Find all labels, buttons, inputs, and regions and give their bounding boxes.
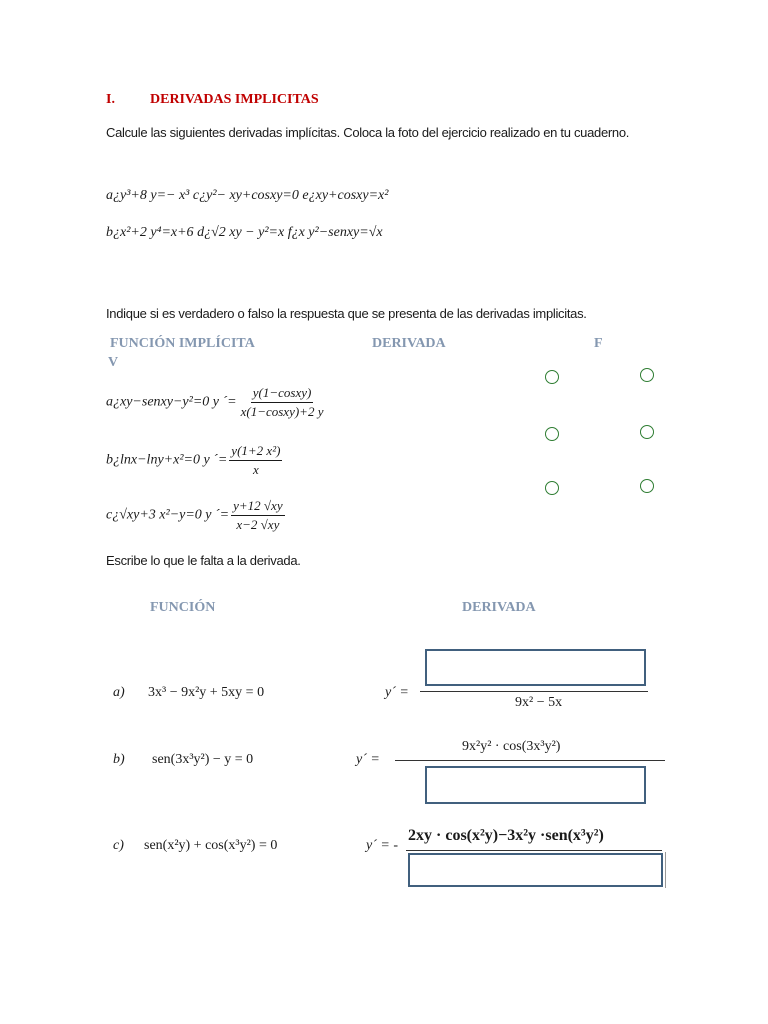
radio-row-c-f[interactable] <box>640 479 654 493</box>
fill-row-b-fraction-bar <box>395 760 665 761</box>
tf-row-c <box>106 498 285 533</box>
radio-row-a-f[interactable] <box>640 368 654 382</box>
exercise-f-label: f¿ <box>287 225 299 240</box>
tf-row-b <box>106 443 282 478</box>
exercise-d-label: d¿ <box>197 225 212 240</box>
text-cursor <box>665 852 666 888</box>
tf-row-c-label: c¿ <box>106 507 120 523</box>
fill-row-b-label: b) <box>113 752 125 767</box>
fill-row-a-yprime: y´ = <box>385 685 409 700</box>
fill-row-b-known-numerator: 9x²y² · cos(3x³y²) <box>462 739 561 754</box>
exercise-f: x y²−senxy=√x <box>298 225 383 240</box>
radio-row-b-f[interactable] <box>640 425 654 439</box>
fill-row-a-fraction-bar <box>420 691 648 692</box>
fill-row-c-fraction-bar <box>406 850 662 851</box>
tf-row-a-fraction <box>239 385 326 420</box>
fill-row-c-known-numerator: 2xy · cos(x²y)−3x²y ·sen(x³y²) <box>408 827 604 844</box>
fill-row-b-answer-box[interactable] <box>425 766 646 804</box>
instructions-2: Indique si es verdadero o falso la respuesta que se presenta de las derivadas implicitas. <box>106 306 587 321</box>
tf-row-a-yprime: y ´= <box>212 394 237 410</box>
fill-row-c-answer-box[interactable] <box>408 853 663 887</box>
tf-header-derivative: DERIVADA <box>372 336 446 351</box>
exercise-d: √2 xy − y²=x <box>211 225 285 240</box>
exercise-a: y³+8 y=− x³ <box>120 188 190 203</box>
tf-row-b-label: b¿ <box>106 452 120 468</box>
section-title: DERIVADAS IMPLICITAS <box>150 92 319 107</box>
fill-row-a-known-denominator: 9x² − 5x <box>515 695 563 710</box>
tf-header-function: FUNCIÓN IMPLÍCITA <box>110 336 255 351</box>
tf-row-b-function: lnx−lny+x²=0 <box>120 452 200 468</box>
fill-row-b-function: sen(3x³y²) − y = 0 <box>152 752 254 767</box>
radio-row-b-v[interactable] <box>545 427 559 441</box>
fill-row-b-yprime: y´ = <box>356 752 380 767</box>
tf-row-a-label: a¿ <box>106 394 120 410</box>
exercise-c: y²− xy+cosxy=0 <box>206 188 299 203</box>
fill-row-a-function: 3x³ − 9x²y + 5xy = 0 <box>148 685 265 700</box>
instructions-3: Escribe lo que le falta a la derivada. <box>106 553 301 568</box>
fill-row-a-label: a) <box>113 685 125 700</box>
exercise-c-label: c¿ <box>192 188 207 203</box>
exercise-b-label: b¿ <box>106 225 120 240</box>
tf-row-b-yprime: y ´= <box>203 452 228 468</box>
tf-row-a-function: xy−senxy−y²=0 <box>120 394 210 410</box>
fill-row-a-answer-box[interactable] <box>425 649 646 686</box>
exercise-line-1 <box>106 188 388 204</box>
radio-row-c-v[interactable] <box>545 481 559 495</box>
exercise-e: xy+cosxy=x² <box>315 188 389 203</box>
exercise-line-2 <box>106 225 383 241</box>
tf-row-c-function: √xy+3 x²−y=0 <box>119 507 202 523</box>
fill-row-c-function: sen(x²y) + cos(x³y²) = 0 <box>144 838 278 853</box>
exercise-a-label: a¿ <box>106 188 120 203</box>
tf-row-c-denominator: x−2 √xy <box>236 517 280 532</box>
radio-row-a-v[interactable] <box>545 370 559 384</box>
tf-row-b-fraction <box>229 443 282 478</box>
tf-header-true: V <box>108 355 119 370</box>
instructions-1: Calcule las siguientes derivadas implícitas. Coloca la foto del ejercicio realizado en tu cuaderno. <box>106 125 630 140</box>
tf-row-a-numerator: y(1−cosxy) <box>251 385 314 403</box>
tf-row-a-denominator: x(1−cosxy)+2 y <box>240 404 324 419</box>
tf-header-false: F <box>594 336 603 351</box>
section-number: I. <box>106 92 115 107</box>
tf-row-b-numerator: y(1+2 x²) <box>229 443 282 461</box>
tf-row-c-numerator: y+12 √xy <box>231 498 284 516</box>
tf-row-c-fraction <box>231 498 284 533</box>
tf-row-c-yprime: y ´= <box>205 507 230 523</box>
tf-row-a <box>106 385 325 420</box>
fill-row-c-label: c) <box>113 838 124 853</box>
tf-row-b-denominator: x <box>252 462 259 477</box>
exercise-b: x²+2 y⁴=x+6 <box>120 225 194 240</box>
fill-header-derivative: DERIVADA <box>462 600 536 615</box>
fill-header-function: FUNCIÓN <box>150 600 216 615</box>
exercise-e-label: e¿ <box>302 188 316 203</box>
fill-row-c-yprime: y´ = - <box>366 838 398 853</box>
